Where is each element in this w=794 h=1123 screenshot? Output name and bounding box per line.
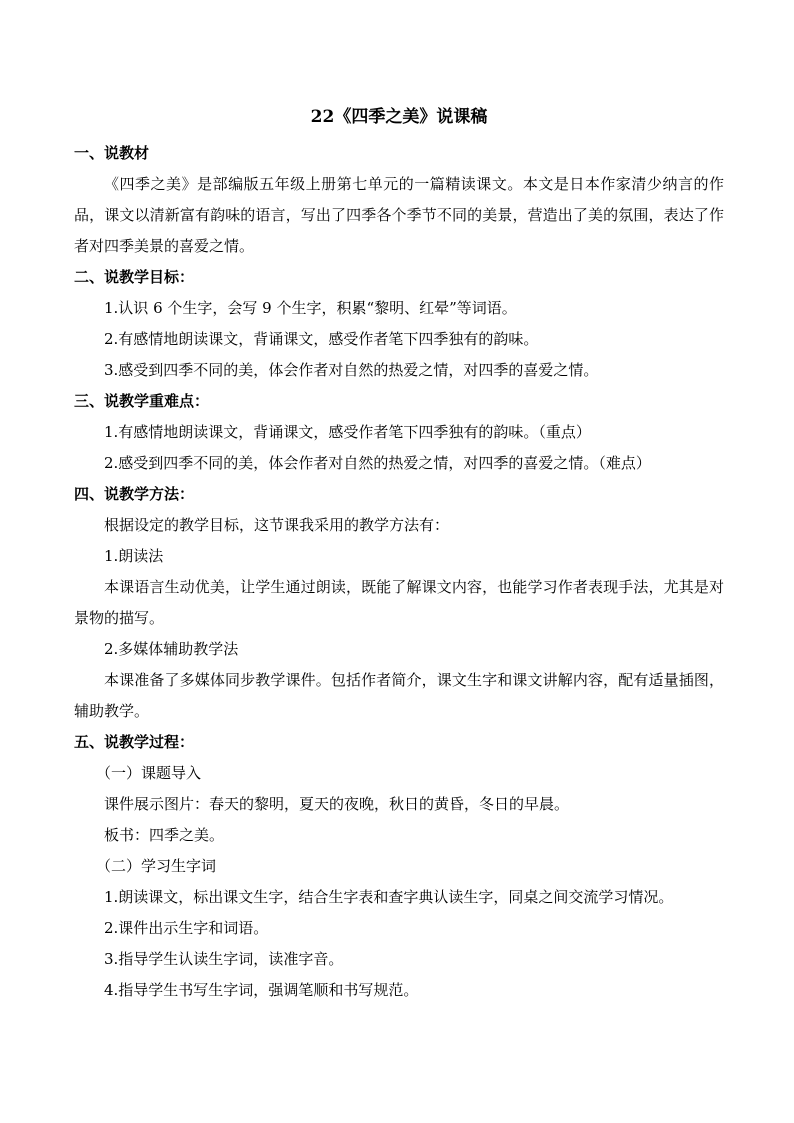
- list-item: 4.指导学生书写生字词，强调笔顺和书写规范。: [104, 981, 419, 999]
- paragraph: 本课语言生动优美，让学生通过朗读，既能了解课文内容，也能学习作者表现手法，尤其是对景物的描写。: [74, 578, 724, 627]
- document-title: 22《四季之美》说课稿: [310, 107, 488, 127]
- section-heading: 三、说教学重难点：: [74, 392, 210, 410]
- section-heading: 一、说教材: [74, 144, 150, 162]
- section-teaching-goals: [74, 262, 724, 386]
- section-teaching-process: [74, 727, 724, 1006]
- paragraph: 本课准备了多媒体同步教学课件。包括作者简介，课文生字和课文讲解内容，配有适量插图，辅助教学。: [74, 671, 724, 720]
- list-item: 1.认识 6 个生字，会写 9 个生字，积累“黎明、红晕”等词语。: [104, 299, 517, 317]
- paragraph: 板书：四季之美。: [104, 826, 225, 844]
- subsection-title: （二）学习生字词: [96, 857, 217, 875]
- section-heading: 二、说教学目标：: [74, 268, 195, 286]
- paragraph: 《四季之美》是部编版五年级上册第七单元的一篇精读课文。本文是日本作家清少纳言的作品，课文以清新富有韵味的语言，写出了四季各个季节不同的美景，营造出了美的氛围，表达了作者对四季美景的喜爱之情。: [74, 175, 724, 255]
- section-teaching-methods: [74, 479, 724, 727]
- method-title: 1.朗读法: [104, 547, 164, 565]
- section-teaching-material: [74, 138, 724, 262]
- list-item: 2.课件出示生字和词语。: [104, 919, 269, 937]
- section-heading: 四、说教学方法：: [74, 485, 195, 503]
- subsection-title: （一）课题导入: [96, 764, 202, 782]
- list-item: 3.指导学生认读生字词，读准字音。: [104, 950, 344, 968]
- section-key-difficulties: [74, 386, 724, 479]
- list-item: 1.有感情地朗读课文，背诵课文，感受作者笔下四季独有的韵味。（重点）: [104, 423, 591, 441]
- list-item: 3.感受到四季不同的美，体会作者对自然的热爱之情，对四季的喜爱之情。: [104, 361, 599, 379]
- method-title: 2.多媒体辅助教学法: [104, 640, 239, 658]
- paragraph: 根据设定的教学目标，这节课我采用的教学方法有：: [104, 516, 450, 534]
- list-item: 1.朗读课文，标出课文生字，结合生字表和查字典认读生字，同桌之间交流学习情况。: [104, 888, 674, 906]
- list-item: 2.有感情地朗读课文，背诵课文，感受作者笔下四季独有的韵味。: [104, 330, 539, 348]
- section-heading: 五、说教学过程：: [74, 733, 195, 751]
- paragraph: 课件展示图片：春天的黎明，夏天的夜晚，秋日的黄昏，冬日的早晨。: [104, 795, 570, 813]
- list-item: 2.感受到四季不同的美，体会作者对自然的热爱之情，对四季的喜爱之情。（难点）: [104, 454, 651, 472]
